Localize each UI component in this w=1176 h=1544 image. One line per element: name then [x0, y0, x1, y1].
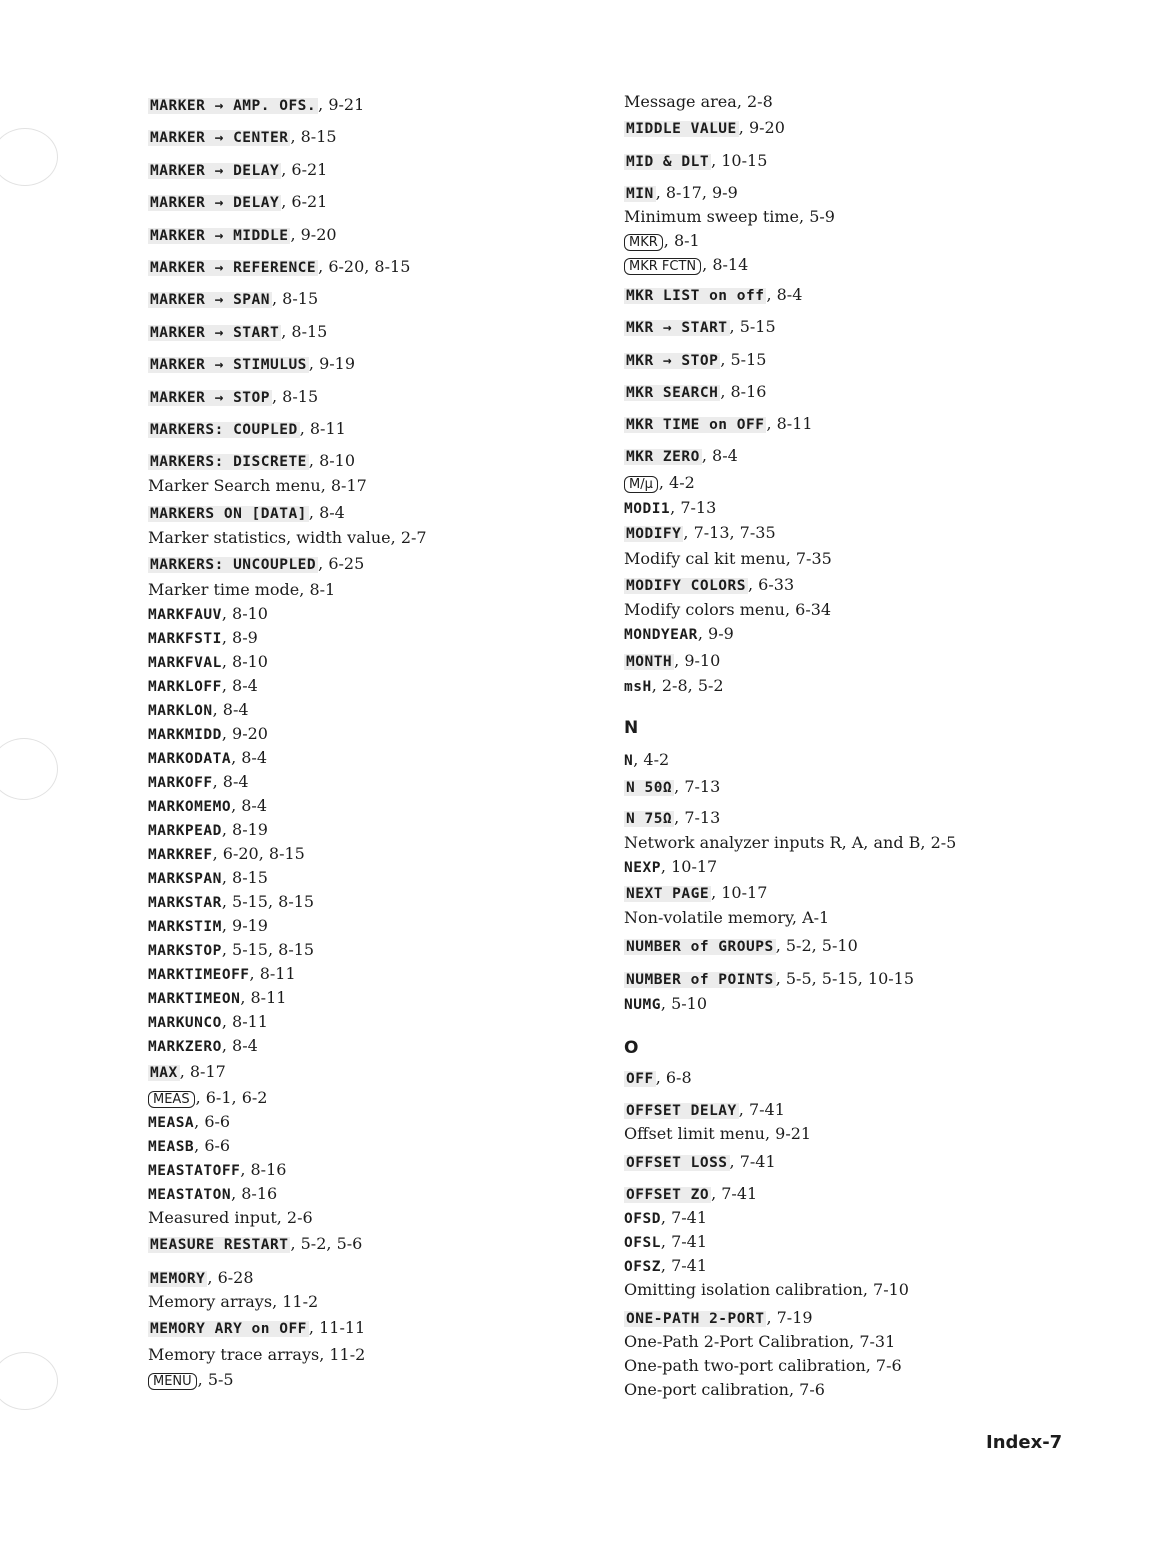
- index-topic: One-Path 2-Port Calibration: [624, 1332, 850, 1351]
- index-entry: [624, 994, 707, 1015]
- page-references: , 5-10: [660, 994, 708, 1013]
- page-references: , 8-4: [766, 285, 803, 304]
- page-references: , 6-8: [655, 1068, 692, 1087]
- index-entry: [148, 916, 268, 937]
- page-references: , 8-9: [221, 628, 258, 647]
- index-entry: [624, 498, 716, 519]
- index-entry: [624, 473, 695, 495]
- page-references: , A-1: [791, 908, 830, 927]
- page-references: , 8-17: [179, 1062, 226, 1081]
- index-topic: Non-volatile memory: [624, 908, 792, 927]
- index-entry: [624, 1184, 757, 1205]
- page-references: , 6-25: [318, 554, 365, 573]
- index-term: MARKFVAL: [148, 655, 222, 671]
- page-references: , 8-11: [249, 964, 296, 983]
- index-term: MARKSTOP: [148, 943, 222, 959]
- page-references: , 5-5: [197, 1370, 234, 1389]
- page-references: , 8-11: [221, 1012, 268, 1031]
- index-term: MODIFY COLORS: [626, 578, 746, 594]
- index-entry: [624, 777, 720, 798]
- index-term: MARKER → CENTER: [150, 130, 289, 146]
- index-section-letter: N: [624, 718, 639, 738]
- index-entry: [624, 1100, 785, 1121]
- page-references: , 7-13: [670, 498, 717, 517]
- index-entry: [624, 382, 766, 403]
- index-entry: [624, 857, 717, 878]
- index-entry: [148, 1112, 230, 1133]
- page-references: , 8-14: [702, 255, 749, 274]
- page-references: , 5-15, 8-15: [221, 892, 315, 911]
- index-entry: [148, 1370, 234, 1392]
- index-entry: [148, 1012, 268, 1033]
- index-entry: [624, 350, 766, 371]
- page-references: , 8-4: [221, 676, 258, 695]
- page-references: , 8-19: [221, 820, 268, 839]
- index-topic: Omitting isolation calibration: [624, 1280, 863, 1299]
- index-term: msH: [624, 679, 652, 695]
- index-term: MEASA: [148, 1115, 195, 1131]
- page-references: , 9-21: [764, 1124, 812, 1143]
- index-entry: [624, 446, 738, 467]
- page-references: , 2-8, 5-2: [651, 676, 724, 695]
- index-entry: [624, 1068, 692, 1089]
- page-references: , 8-4: [308, 503, 345, 522]
- page-references: , 5-9: [799, 207, 835, 226]
- page-references: , 8-15: [281, 322, 328, 341]
- page-references: , 8-16: [720, 382, 767, 401]
- index-term: MODI1: [624, 501, 671, 517]
- index-term: OFSL: [624, 1235, 661, 1251]
- index-entry: [624, 207, 835, 227]
- page-references: , 8-11: [766, 414, 813, 433]
- index-entry: [624, 651, 720, 672]
- page-references: , 8-15: [272, 387, 319, 406]
- binder-hole-mark: [0, 128, 58, 186]
- index-section-letter: O: [624, 1038, 639, 1058]
- page-references: , 9-20: [221, 724, 268, 743]
- index-term: MARKZERO: [148, 1039, 222, 1055]
- index-term: MARKER → DELAY: [150, 195, 280, 211]
- index-entry: [148, 1208, 313, 1228]
- index-entry: [148, 820, 268, 841]
- index-entry: [624, 1152, 776, 1173]
- index-entry: [148, 554, 364, 575]
- binder-hole-mark: [0, 738, 58, 800]
- index-entry: [624, 231, 700, 253]
- index-entry: [624, 549, 832, 569]
- index-term: MKR ZERO: [626, 449, 700, 465]
- page-references: , 10-17: [660, 857, 718, 876]
- page-references: , 9-19: [308, 354, 356, 373]
- page-references: , 7-13: [674, 777, 721, 796]
- index-entry: [624, 833, 956, 853]
- index-term: MARKERS: UNCOUPLED: [150, 557, 317, 573]
- index-term: MONTH: [626, 654, 673, 670]
- page-references: , 8-1: [299, 580, 336, 599]
- index-term: N: [624, 753, 634, 769]
- index-term: MARKER → AMP. OFS.: [150, 98, 317, 114]
- index-entry: [148, 225, 337, 246]
- index-term: MKR TIME on OFF: [626, 417, 765, 433]
- page-references: , 5-5, 5-15, 10-15: [775, 969, 915, 988]
- index-entry: [148, 1318, 365, 1339]
- index-entry: [148, 387, 318, 408]
- page-references: , 5-2, 5-6: [290, 1234, 363, 1253]
- index-term: MARKERS ON [DATA]: [150, 506, 307, 522]
- index-term: MEASTATON: [148, 1187, 232, 1203]
- index-entry: [148, 604, 268, 625]
- index-term: MARKSPAN: [148, 871, 222, 887]
- index-term: MEASURE RESTART: [150, 1237, 289, 1253]
- page-references: , 10-17: [711, 883, 768, 902]
- index-entry: [148, 700, 249, 721]
- index-entry: [148, 192, 327, 213]
- index-entry: [624, 1380, 825, 1400]
- index-entry: [148, 419, 346, 440]
- index-term: MARKMIDD: [148, 727, 222, 743]
- page-references: , 2-6: [276, 1208, 313, 1227]
- index-term: MARKODATA: [148, 751, 232, 767]
- index-term: MARKFAUV: [148, 607, 222, 623]
- page-references: , 8-15: [290, 127, 337, 146]
- index-entry: [148, 160, 327, 181]
- index-term: MARKSTIM: [148, 919, 222, 935]
- index-term: MARKERS: DISCRETE: [150, 454, 307, 470]
- page-references: , 5-15: [720, 350, 767, 369]
- index-term: MARKSTAR: [148, 895, 222, 911]
- index-entry: [148, 940, 314, 961]
- index-term: ONE-PATH 2-PORT: [626, 1311, 765, 1327]
- index-entry: [624, 317, 776, 338]
- page-references: , 8-10: [308, 451, 356, 470]
- page-references: , 6-6: [194, 1112, 231, 1131]
- hardkey-label: M/μ: [624, 476, 658, 493]
- page-references: , 8-10: [221, 652, 268, 671]
- index-entry: [624, 151, 767, 172]
- index-entry: [148, 1036, 258, 1057]
- index-entry: [148, 451, 355, 472]
- index-entry: [624, 969, 914, 990]
- index-topic: Modify cal kit menu: [624, 549, 786, 568]
- page-references: , 7-19: [766, 1308, 813, 1327]
- page-references: , 8-16: [240, 1160, 287, 1179]
- index-entry: [148, 476, 367, 496]
- page-references: , 8-15: [272, 289, 319, 308]
- page-references: , 6-20, 8-15: [212, 844, 305, 863]
- hardkey-label: MEAS: [148, 1091, 195, 1108]
- index-entry: [624, 908, 829, 928]
- index-topic: One-path two-port calibration: [624, 1356, 866, 1375]
- index-entry: [148, 1268, 254, 1289]
- index-term: MARKER → STOP: [150, 390, 270, 406]
- page-references: , 6-20, 8-15: [318, 257, 411, 276]
- index-entry: [148, 988, 286, 1009]
- index-term: MID & DLT: [626, 154, 710, 170]
- page-references: , 9-21: [318, 95, 365, 114]
- page-references: , 7-41: [738, 1100, 785, 1119]
- index-entry: [624, 1308, 813, 1329]
- page-references: , 8-11: [240, 988, 287, 1007]
- index-term: OFFSET DELAY: [626, 1103, 737, 1119]
- index-term: MARKOFF: [148, 775, 213, 791]
- index-entry: [624, 624, 734, 645]
- index-entry: [148, 772, 249, 793]
- index-entry: [624, 183, 738, 204]
- index-entry: [624, 936, 858, 957]
- index-entry: [624, 676, 724, 697]
- page-references: , 11-2: [319, 1345, 366, 1364]
- index-term: MARKER → SPAN: [150, 292, 270, 308]
- page-references: , 9-20: [738, 118, 785, 137]
- index-topic: Marker time mode: [148, 580, 300, 599]
- page-references: , 8-4: [701, 446, 738, 465]
- page-references: , 9-9: [697, 624, 734, 643]
- index-term: MEMORY ARY on OFF: [150, 1321, 307, 1337]
- index-term: MKR → STOP: [626, 353, 719, 369]
- index-term: MARKER → STIMULUS: [150, 357, 307, 373]
- index-entry: [148, 964, 296, 985]
- page-references: , 8-4: [231, 796, 268, 815]
- index-term: NUMBER of GROUPS: [626, 939, 774, 955]
- index-term: MEASB: [148, 1139, 195, 1155]
- index-term: MIN: [626, 186, 654, 202]
- index-term: MKR LIST on off: [626, 288, 765, 304]
- index-term: MARKPEAD: [148, 823, 222, 839]
- index-topic: Measured input: [148, 1208, 277, 1227]
- index-term: MKR → START: [626, 320, 728, 336]
- index-term: MKR SEARCH: [626, 385, 719, 401]
- index-term: N 75Ω: [626, 811, 673, 827]
- index-entry: [148, 628, 258, 649]
- index-entry: [148, 724, 268, 745]
- hardkey-label: MENU: [148, 1373, 197, 1390]
- index-term: NUMG: [624, 997, 661, 1013]
- page-references: , 8-17: [320, 476, 367, 495]
- index-entry: [624, 883, 767, 904]
- index-entry: [148, 1160, 286, 1181]
- page-number: Index-7: [986, 1432, 1063, 1453]
- page-references: , 2-8: [736, 92, 773, 111]
- index-entry: [624, 750, 669, 771]
- index-entry: [624, 1280, 909, 1300]
- index-entry: [148, 1184, 277, 1205]
- index-term: MARKOMEMO: [148, 799, 232, 815]
- page-references: , 7-31: [849, 1332, 896, 1351]
- index-entry: [148, 1088, 267, 1110]
- page-references: , 7-41: [711, 1184, 758, 1203]
- hardkey-label: MKR: [624, 234, 663, 251]
- index-entry: [624, 1332, 895, 1352]
- index-entry: [624, 118, 785, 139]
- page-references: , 8-4: [231, 748, 268, 767]
- index-entry: [148, 95, 364, 116]
- index-entry: [148, 676, 258, 697]
- page-references: , 8-10: [221, 604, 268, 623]
- page-references: , 6-6: [194, 1136, 231, 1155]
- index-term: MARKER → DELAY: [150, 163, 280, 179]
- index-term: MARKFSTI: [148, 631, 222, 647]
- index-term: MONDYEAR: [624, 627, 698, 643]
- index-entry: [148, 528, 427, 548]
- index-topic: Message area: [624, 92, 737, 111]
- page-references: , 9-10: [674, 651, 721, 670]
- index-term: MAX: [150, 1065, 178, 1081]
- index-entry: [624, 600, 831, 620]
- index-entry: [148, 748, 267, 769]
- index-term: MARKLOFF: [148, 679, 222, 695]
- page-references: , 7-41: [660, 1232, 708, 1251]
- index-term: MARKLON: [148, 703, 213, 719]
- index-entry: [624, 255, 748, 277]
- index-term: MODIFY: [626, 526, 682, 542]
- page-references: , 9-19: [221, 916, 268, 935]
- index-term: MARKER → REFERENCE: [150, 260, 317, 276]
- page-references: , 8-11: [299, 419, 346, 438]
- page-references: , 6-21: [281, 160, 328, 179]
- index-entry: [148, 1062, 226, 1083]
- page-references: , 6-1, 6-2: [195, 1088, 268, 1107]
- index-entry: [624, 523, 776, 544]
- page-references: , 6-33: [748, 575, 795, 594]
- index-topic: Memory trace arrays: [148, 1345, 320, 1364]
- page-references: , 2-5: [920, 833, 957, 852]
- page-references: , 8-4: [212, 700, 249, 719]
- index-topic: Network analyzer inputs R, A, and B: [624, 833, 921, 852]
- page-references: , 11-2: [272, 1292, 319, 1311]
- page-references: , 7-6: [788, 1380, 825, 1399]
- page-references: , 7-13: [674, 808, 721, 827]
- binder-hole-mark: [0, 1352, 58, 1410]
- index-entry: [148, 868, 268, 889]
- index-entry: [624, 285, 802, 306]
- index-term: OFSD: [624, 1211, 661, 1227]
- page-references: , 8-15: [221, 868, 268, 887]
- index-term: MARKERS: COUPLED: [150, 422, 298, 438]
- index-term: OFFSET ZO: [626, 1187, 710, 1203]
- index-entry: [148, 796, 267, 817]
- page-references: , 11-11: [308, 1318, 366, 1337]
- index-entry: [148, 1136, 230, 1157]
- page-references: , 5-15, 8-15: [221, 940, 315, 959]
- index-topic: Modify colors menu: [624, 600, 785, 619]
- page-references: , 7-41: [660, 1256, 708, 1275]
- page-references: , 9-20: [290, 225, 337, 244]
- index-entry: [624, 808, 720, 829]
- page-references: , 6-28: [207, 1268, 254, 1287]
- index-entry: [624, 1256, 707, 1277]
- index-term: MIDDLE VALUE: [626, 121, 737, 137]
- index-entry: [148, 503, 345, 524]
- page-references: , 8-17, 9-9: [655, 183, 738, 202]
- page-references: , 7-10: [862, 1280, 909, 1299]
- hardkey-label: MKR FCTN: [624, 258, 701, 275]
- index-entry: [624, 1124, 811, 1144]
- index-entry: [148, 322, 327, 343]
- index-entry: [148, 127, 337, 148]
- page-references: , 7-13, 7-35: [683, 523, 776, 542]
- index-term: OFF: [626, 1071, 654, 1087]
- index-term: MARKER → START: [150, 325, 280, 341]
- index-entry: [624, 1208, 707, 1229]
- index-topic: Marker Search menu: [148, 476, 321, 495]
- index-topic: Minimum sweep time: [624, 207, 800, 226]
- index-topic: Marker statistics, width value: [148, 528, 391, 547]
- index-entry: [148, 1292, 318, 1312]
- index-entry: [624, 414, 813, 435]
- page-references: , 7-6: [865, 1356, 902, 1375]
- index-term: MEASTATOFF: [148, 1163, 241, 1179]
- index-entry: [148, 1234, 362, 1255]
- index-term: OFFSET LOSS: [626, 1155, 728, 1171]
- index-term: MEMORY: [150, 1271, 206, 1287]
- page-references: , 8-4: [212, 772, 249, 791]
- page-references: , 6-34: [784, 600, 832, 619]
- page-references: , 8-1: [663, 231, 700, 250]
- page-references: , 7-41: [729, 1152, 776, 1171]
- index-entry: [148, 580, 335, 600]
- index-entry: [148, 844, 305, 865]
- index-term: NEXT PAGE: [626, 886, 710, 902]
- index-topic: Memory arrays: [148, 1292, 273, 1311]
- index-term: N 50Ω: [626, 780, 673, 796]
- page-references: , 8-4: [221, 1036, 258, 1055]
- index-term: MARKREF: [148, 847, 213, 863]
- index-term: MARKUNCO: [148, 1015, 222, 1031]
- page-references: , 6-21: [281, 192, 328, 211]
- page-references: , 5-2, 5-10: [775, 936, 858, 955]
- page-references: , 4-2: [658, 473, 695, 492]
- index-topic: One-port calibration: [624, 1380, 789, 1399]
- index-topic: Offset limit menu: [624, 1124, 765, 1143]
- index-entry: [624, 1232, 707, 1253]
- index-entry: [148, 652, 268, 673]
- index-entry: [624, 575, 794, 596]
- page-references: , 4-2: [633, 750, 670, 769]
- index-term: MARKER → MIDDLE: [150, 228, 289, 244]
- index-entry: [148, 289, 318, 310]
- page-references: , 2-7: [390, 528, 427, 547]
- index-entry: [148, 354, 355, 375]
- page-references: , 7-35: [785, 549, 832, 568]
- index-entry: [148, 892, 314, 913]
- page-references: , 5-15: [729, 317, 776, 336]
- index-term: MARKTIMEON: [148, 991, 241, 1007]
- index-term: MARKTIMEOFF: [148, 967, 250, 983]
- index-entry: [624, 1356, 902, 1376]
- index-term: NUMBER of POINTS: [626, 972, 774, 988]
- index-entry: [624, 92, 773, 112]
- index-term: OFSZ: [624, 1259, 661, 1275]
- page-references: , 10-15: [711, 151, 768, 170]
- index-entry: [148, 1345, 365, 1365]
- index-entry: [148, 257, 410, 278]
- page-references: , 8-16: [231, 1184, 278, 1203]
- index-term: NEXP: [624, 860, 661, 876]
- page-references: , 7-41: [660, 1208, 708, 1227]
